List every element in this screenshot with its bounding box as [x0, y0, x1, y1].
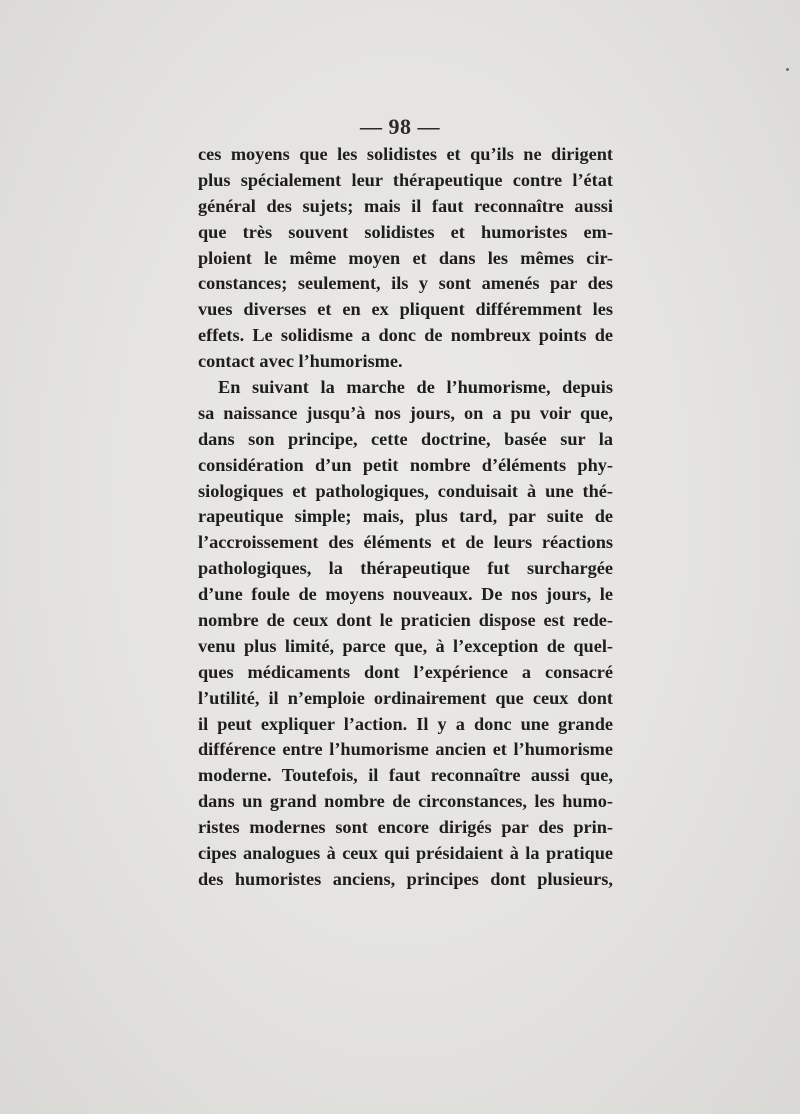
text-line: général des sujets; mais il faut reconnaître aussi — [198, 195, 613, 216]
text-line: nombre de ceux dont le praticien dispose est rede- — [198, 610, 613, 631]
text-line: d’une foule de moyens nouveaux. De nos jours, le — [198, 584, 613, 605]
text-line: ploient le même moyen et dans les mêmes cir- — [198, 247, 613, 268]
text-line: vues diverses et en ex pliquent différemment les — [198, 299, 613, 320]
text-line: dans son principe, cette doctrine, basée sur la — [198, 428, 613, 449]
page-number: — 98 — — [360, 114, 440, 139]
text-line: considération d’un petit nombre d’éléments phy- — [198, 454, 613, 475]
text-line: ces moyens que les solidistes et qu’ils ne dirigent — [198, 144, 613, 164]
text-line: pathologiques, la thérapeutique fut surchargée — [198, 558, 613, 579]
text-line: des humoristes anciens, principes dont plusieurs, — [198, 868, 613, 889]
text-line: dans un grand nombre de circonstances, les humo- — [198, 791, 613, 812]
text-line: ristes modernes sont encore dirigés par des prin- — [198, 817, 613, 838]
text-line: cipes analogues à ceux qui présidaient à la pratique — [198, 843, 613, 864]
text-line: effets. Le solidisme a donc de nombreux points de — [198, 325, 613, 346]
text-line: l’utilité, il n’emploie ordinairement que ceux dont — [198, 687, 613, 708]
text-line: que très souvent solidistes et humoristes em- — [198, 221, 613, 242]
text-line: l’accroissement des éléments et de leurs réactions — [198, 532, 613, 553]
text-line: différence entre l’humorisme ancien et l’humorisme — [198, 739, 613, 760]
text-line: plus spécialement leur thérapeutique contre l’état — [198, 169, 613, 190]
text-line: venu plus limité, parce que, à l’exception de quel- — [198, 635, 613, 656]
text-line: constances; seulement, ils y sont amenés par des — [198, 273, 613, 294]
text-line: contact avec l’humorisme. — [198, 351, 403, 372]
text-line: moderne. Toutefois, il faut reconnaître aussi que, — [198, 765, 613, 786]
text-line: rapeutique simple; mais, plus tard, par suite de — [198, 506, 613, 527]
text-line: sa naissance jusqu’à nos jours, on a pu voir que, — [198, 402, 613, 423]
text-line: En suivant la marche de l’humorisme, depuis — [218, 377, 613, 398]
text-line: siologiques et pathologiques, conduisait à une thé- — [198, 480, 613, 501]
ink-speck — [786, 68, 789, 71]
text-line: il peut expliquer l’action. Il y a donc une grande — [198, 713, 613, 734]
text-line: ques médicaments dont l’expérience a consacré — [198, 661, 613, 682]
body-text — [198, 142, 613, 893]
